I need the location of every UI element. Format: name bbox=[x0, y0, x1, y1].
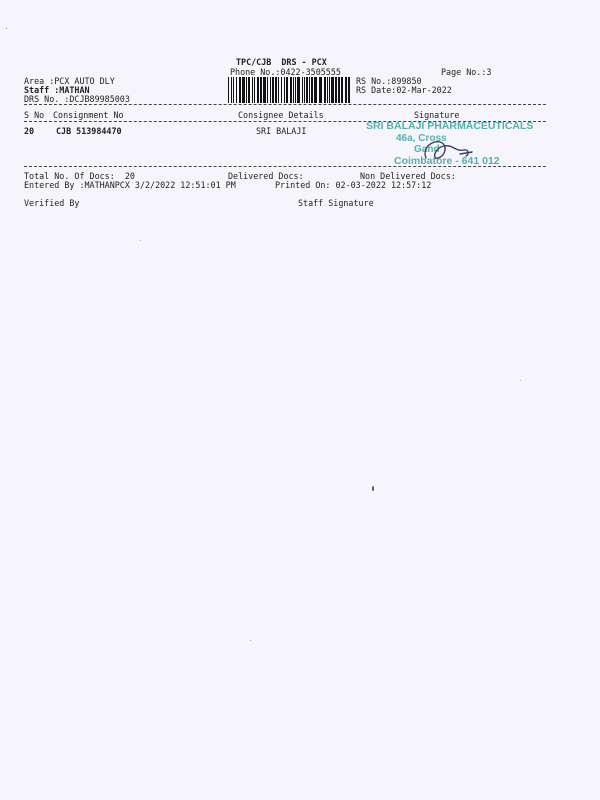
barcode-bar bbox=[233, 77, 234, 103]
column-header-signature: Signature bbox=[414, 110, 460, 120]
barcode-bar bbox=[228, 77, 229, 103]
barcode-bar bbox=[278, 77, 279, 103]
barcode-bar bbox=[293, 77, 294, 103]
barcode-bar bbox=[341, 77, 343, 103]
barcode-bar bbox=[302, 77, 303, 103]
barcode-bar bbox=[263, 77, 266, 103]
barcode-bar bbox=[314, 77, 317, 103]
barcode-bar bbox=[311, 77, 313, 103]
stamp-line2: 46a, Cross bbox=[396, 133, 447, 144]
page-number: Page No.:3 bbox=[441, 67, 492, 77]
barcode-bar bbox=[252, 77, 253, 103]
scan-speck bbox=[250, 640, 251, 641]
row-consignee: SRI BALAJI bbox=[256, 126, 307, 136]
area-label: Area :PCX AUTO DLY bbox=[24, 76, 115, 86]
barcode-bar bbox=[257, 77, 259, 103]
scan-speck bbox=[520, 380, 521, 381]
barcode-bar bbox=[290, 77, 292, 103]
barcode-bar bbox=[254, 77, 255, 103]
column-header-consignee: Consignee Details bbox=[238, 110, 324, 120]
barcode-bar bbox=[272, 77, 274, 103]
row-sno: 20 bbox=[24, 126, 35, 136]
barcode-bar bbox=[327, 77, 328, 103]
scan-speck bbox=[6, 28, 7, 29]
stamp-line3: Gand bbox=[414, 144, 440, 155]
stamp-line4: Coimbatore - 641 012 bbox=[394, 155, 500, 167]
rs-number: RS No.:899850 bbox=[356, 76, 422, 86]
barcode-bar bbox=[335, 77, 337, 103]
barcode-bar bbox=[331, 77, 334, 103]
stamp-line1: SRI BALAJI PHARMACEUTICALS bbox=[366, 120, 534, 132]
barcode-bar bbox=[281, 77, 282, 103]
barcode-bar bbox=[267, 77, 268, 103]
barcode-bar bbox=[309, 77, 310, 103]
document-title: TPC/CJB DRS - PCX bbox=[236, 57, 327, 67]
rs-date: RS Date:02-Mar-2022 bbox=[356, 85, 452, 95]
barcode bbox=[228, 77, 350, 103]
barcode-bar bbox=[260, 77, 262, 103]
barcode-bar bbox=[284, 77, 285, 103]
staff-signature: Staff Signature bbox=[298, 198, 374, 208]
delivered-docs: Delivered Docs: bbox=[228, 171, 304, 181]
barcode-bar bbox=[286, 77, 288, 103]
barcode-bar bbox=[246, 77, 247, 103]
drs-number: DRS No. :DCJB89985003 bbox=[24, 94, 130, 104]
barcode-bar bbox=[248, 77, 250, 103]
column-header-consignment: Consignment No bbox=[53, 110, 124, 120]
divider bbox=[24, 166, 546, 167]
barcode-bar bbox=[275, 77, 277, 103]
barcode-bar bbox=[306, 77, 308, 103]
scan-speck bbox=[140, 240, 141, 241]
barcode-bar bbox=[231, 77, 232, 103]
company-stamp bbox=[360, 118, 550, 168]
column-header-sno: S No bbox=[24, 110, 45, 120]
barcode-bar bbox=[270, 77, 271, 103]
barcode-bar bbox=[329, 77, 330, 103]
divider bbox=[24, 104, 546, 105]
entered-by: Entered By :MATHANPCX 3/2/2022 12:51:01 PM bbox=[24, 180, 236, 190]
staff-label: Staff :MATHAN bbox=[24, 85, 90, 95]
non-delivered-docs: Non Delivered Docs: bbox=[360, 171, 456, 181]
barcode-bar bbox=[304, 77, 305, 103]
row-consignment: CJB 513984470 bbox=[56, 126, 122, 136]
barcode-bar bbox=[338, 77, 340, 103]
printed-on: Printed On: 02-03-2022 12:57:12 bbox=[275, 180, 432, 190]
barcode-bar bbox=[324, 77, 326, 103]
barcode-bar bbox=[345, 77, 347, 103]
verified-by: Verified By bbox=[24, 198, 80, 208]
barcode-bar bbox=[236, 77, 237, 103]
scan-speck bbox=[372, 486, 374, 491]
total-docs: Total No. Of Docs: 20 bbox=[24, 171, 135, 181]
barcode-bar bbox=[295, 77, 296, 103]
barcode-bar bbox=[242, 77, 245, 103]
barcode-bar bbox=[239, 77, 241, 103]
phone-number: Phone No.:0422-3505555 bbox=[230, 67, 341, 77]
barcode-bar bbox=[319, 77, 322, 103]
barcode-bar bbox=[297, 77, 300, 103]
barcode-bar bbox=[348, 77, 350, 103]
